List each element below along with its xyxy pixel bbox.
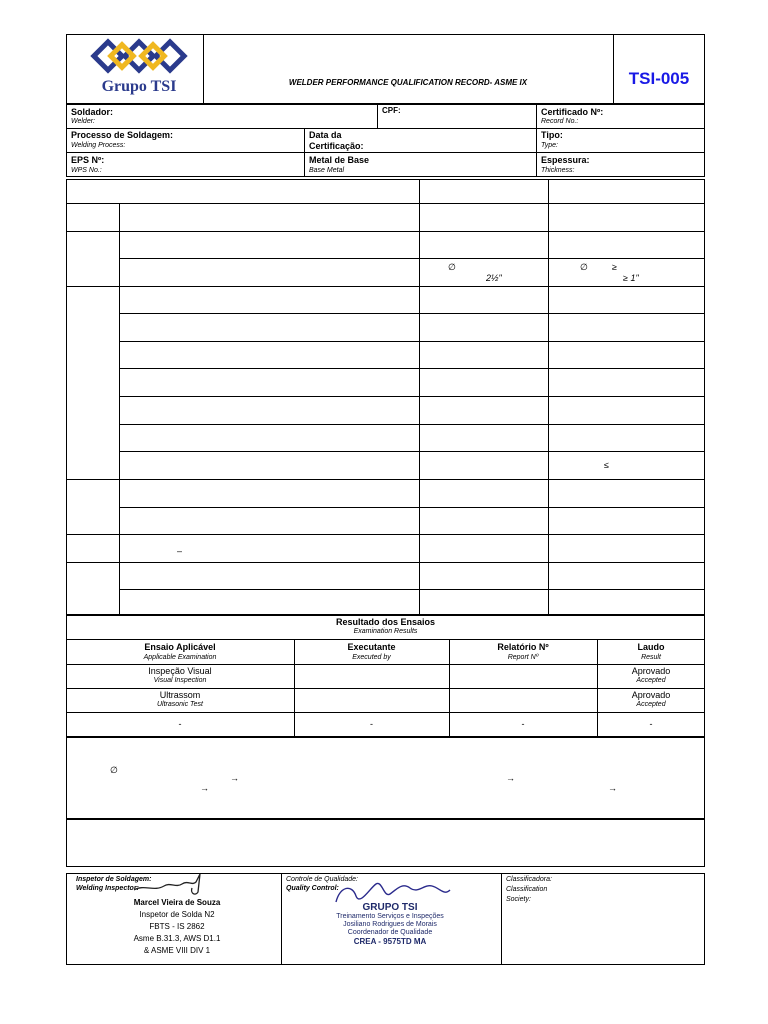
dash-symbol: – xyxy=(177,546,183,556)
info-div-cpf xyxy=(377,104,378,128)
results-line-row3 xyxy=(66,712,705,713)
label-wps: WPS No.: xyxy=(71,167,102,174)
label-metal-base: Metal de Base xyxy=(309,155,370,165)
exam-visual-en: Visual Inspection xyxy=(153,677,207,684)
diameter-symbol-2: ∅ xyxy=(580,262,588,272)
header-result-en: Result xyxy=(641,654,661,661)
label-eps: EPS Nº: xyxy=(71,155,105,165)
header-divider-left xyxy=(203,34,204,104)
notes-arrow-2: → xyxy=(200,783,209,793)
results-title: Resultado dos Ensaios xyxy=(335,617,436,627)
notes-arrow-3: → xyxy=(506,773,515,783)
var-row-562 xyxy=(66,562,705,563)
notes-box xyxy=(66,737,705,819)
document-title: WELDER PERFORMANCE QUALIFICATION RECORD- ASME IX xyxy=(288,78,528,87)
info-div-right xyxy=(536,104,537,177)
results-line-row2 xyxy=(66,688,705,689)
label-thickness: Thickness: xyxy=(541,167,575,174)
var-row-534 xyxy=(66,534,705,535)
notes-arrow-1: → xyxy=(230,773,239,783)
label-type: Type: xyxy=(541,142,558,149)
stamp-line1: GRUPO TSI xyxy=(362,902,418,913)
stamp-line3: Josiliano Rodrigues de Morais xyxy=(343,921,437,928)
var-sub-368 xyxy=(119,368,705,369)
var-row-203 xyxy=(66,203,705,204)
inspector-line2: Inspetor de Solda N2 xyxy=(139,910,215,919)
label-welder: Welder: xyxy=(71,118,95,125)
header-report-en: Report Nº xyxy=(507,654,539,661)
label-welding-process: Welding Process: xyxy=(71,142,126,149)
class-label-1: Classificadora: xyxy=(506,876,552,883)
var-sub-258 xyxy=(119,258,705,259)
label-espessura: Espessura: xyxy=(541,155,590,165)
header-executed: Executante xyxy=(347,642,396,652)
label-processo: Processo de Soldagem: xyxy=(71,130,174,140)
pipe-size-min: ≥ 1" xyxy=(623,273,639,283)
class-label-3: Society: xyxy=(506,896,531,903)
header-result: Laudo xyxy=(637,642,665,652)
result-ultrasonic: Aprovado xyxy=(631,690,671,700)
greater-equal-symbol: ≥ xyxy=(612,262,617,272)
var-sub-589 xyxy=(119,589,705,590)
less-equal-symbol: ≤ xyxy=(604,460,609,470)
label-data-line2: Certificação: xyxy=(309,141,364,151)
variables-table xyxy=(66,179,705,615)
var-col-b xyxy=(419,179,420,615)
stamp-line2: Treinamento Serviços e Inspeções xyxy=(336,913,444,920)
notes-diameter-symbol: ∅ xyxy=(110,765,118,775)
label-soldador: Soldador: xyxy=(71,107,113,117)
stamp-line5: CREA - 9575TD MA xyxy=(353,937,427,946)
var-col-a xyxy=(119,203,120,615)
inspector-line4: Asme B.31.3, AWS D1.1 xyxy=(133,934,221,943)
result-ultrasonic-en: Accepted xyxy=(636,701,666,708)
label-cpf: CPF: xyxy=(382,106,401,115)
inspector-name: Marcel Vieira de Souza xyxy=(133,898,221,907)
inspector-signature-icon xyxy=(130,868,210,900)
inspector-label: Inspetor de Soldagem: xyxy=(76,876,152,883)
results-line-row1 xyxy=(66,664,705,665)
company-stamp xyxy=(300,903,480,946)
var-row-479 xyxy=(66,479,705,480)
results-line-header xyxy=(66,639,705,640)
dash-cell-2: - xyxy=(370,719,373,729)
exam-visual: Inspeção Visual xyxy=(148,666,212,676)
header-exam: Ensaio Aplicável xyxy=(144,642,216,652)
diameter-symbol: ∅ xyxy=(448,262,456,272)
pipe-size-limit: 2½" xyxy=(486,273,502,283)
result-visual: Aprovado xyxy=(631,666,671,676)
class-label-2: Classification xyxy=(506,886,548,893)
var-sub-451 xyxy=(119,451,705,452)
company-logo xyxy=(84,38,194,100)
label-tipo: Tipo: xyxy=(541,130,563,140)
var-col-c xyxy=(548,179,549,615)
dash-cell-4: - xyxy=(649,719,653,729)
var-sub-341 xyxy=(119,341,705,342)
document-code: TSI-005 xyxy=(628,69,690,88)
remarks-box xyxy=(66,819,705,867)
dash-cell-1: - xyxy=(178,719,182,729)
var-sub-396 xyxy=(119,396,705,397)
info-line-1 xyxy=(66,128,705,129)
inspector-label-en: Welding Inspector: xyxy=(76,885,139,892)
exam-ultrasonic-en: Ultrasonic Test xyxy=(156,701,204,708)
header-exam-en: Applicable Examination xyxy=(143,654,217,661)
header-executed-en: Executed by xyxy=(352,654,391,661)
info-div-mid xyxy=(304,128,305,177)
result-visual-en: Accepted xyxy=(636,677,666,684)
var-sub-313 xyxy=(119,313,705,314)
inspector-line3: FBTS - IS 2862 xyxy=(149,922,205,931)
var-row-231 xyxy=(66,231,705,232)
logo-text: Grupo TSI xyxy=(101,78,177,95)
label-data-line1: Data da xyxy=(309,130,342,140)
header-report: Relatório Nº xyxy=(497,642,549,652)
qc-label-en: Quality Control: xyxy=(286,885,339,892)
var-sub-424 xyxy=(119,424,705,425)
label-base-metal: Base Metal xyxy=(309,167,345,174)
notes-arrow-4: → xyxy=(608,783,617,793)
label-certificado: Certificado Nº: xyxy=(541,107,604,117)
dash-cell-3: - xyxy=(521,719,525,729)
sig-div-2 xyxy=(501,873,502,965)
var-sub-507 xyxy=(119,507,705,508)
var-row-286 xyxy=(66,286,705,287)
results-title-en: Examination Results xyxy=(353,628,418,635)
info-line-2 xyxy=(66,152,705,153)
qc-label: Controle de Qualidade: xyxy=(286,876,358,883)
exam-ultrasonic: Ultrassom xyxy=(159,690,201,700)
stamp-line4: Coordenador de Qualidade xyxy=(347,929,433,936)
inspector-line5: & ASME VIII DIV 1 xyxy=(143,946,211,955)
label-record-no: Record No.: xyxy=(541,118,579,125)
